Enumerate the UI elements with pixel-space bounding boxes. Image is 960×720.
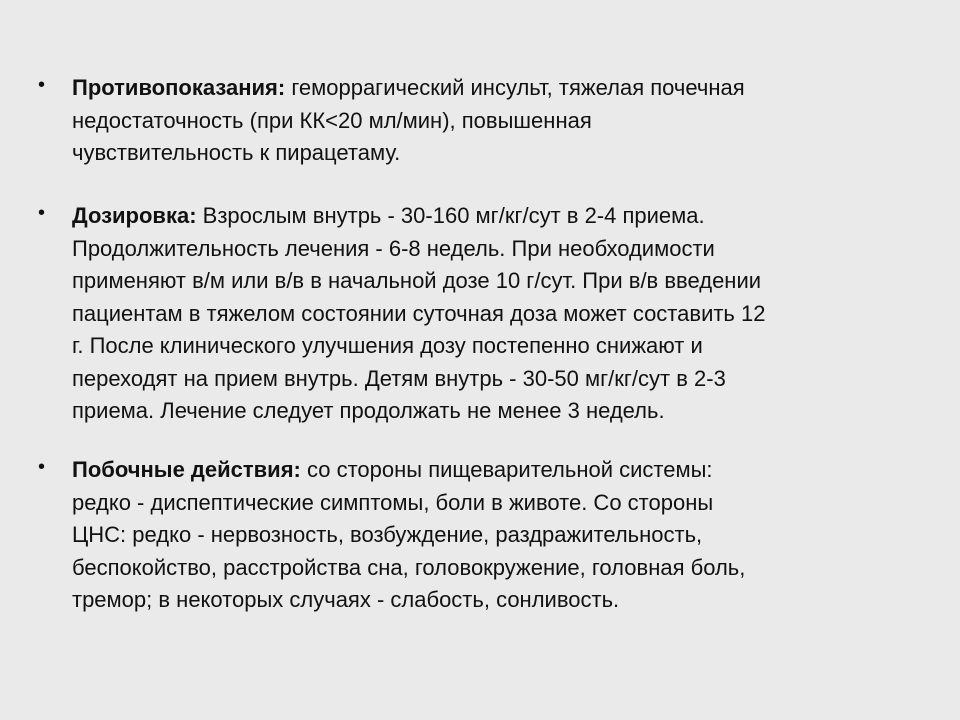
bullet-text: Взрослым внутрь - 30-160 мг/кг/сут в 2-4 приема. [202,203,705,228]
bullet-label: Дозировка: [72,203,197,228]
bullet-line: приема. Лечение следует продолжать не менее 3 недель. [72,398,665,423]
bullet-text: со стороны пищеварительной системы: [307,457,713,482]
bullet-line: недостаточность (при КК<20 мл/мин), повышенная [72,107,592,133]
bullet-line [72,200,932,233]
bullet-line: применяют в/м или в/в в начальной дозе 10 г/сут. При в/в введении [72,268,762,293]
bullet-line: переходят на прием внутрь. Детям внутрь - 30-50 мг/кг/сут в 2-3 [72,365,726,391]
bullet-text: геморрагический инсульт, тяжелая почечная [291,75,745,100]
bullet-contraindications [38,72,932,170]
bullet-line: чувствительность к пирацетаму. [72,140,401,165]
bullet-label: Побочные действия: [72,457,301,482]
bullet-line: г. После клинического улучшения дозу постепенно снижают и [72,333,703,358]
bullet-line: пациентам в тяжелом состоянии суточная доза может составить 12 [72,300,766,326]
bullet-dot-icon: • [38,74,46,96]
bullet-line: редко - диспептические симптомы, боли в животе. Со стороны [72,489,714,515]
bullet-line: тремор; в некоторых случаях - слабость, сонливость. [72,587,620,612]
bullet-dot-icon: • [38,202,46,224]
bullet-line [72,72,932,105]
bullet-line: ЦНС: редко - нервозность, возбуждение, раздражительность, [72,522,703,547]
bullet-label: Противопоказания: [72,75,286,100]
bullet-line: Продолжительность лечения - 6-8 недель. При необходимости [72,235,715,261]
bullet-side-effects [38,454,932,617]
bullet-dot-icon: • [38,456,46,478]
bullet-line: беспокойство, расстройства сна, головокружение, головная боль, [72,554,746,580]
bullet-dosage [38,200,932,428]
bullet-line [72,454,932,487]
